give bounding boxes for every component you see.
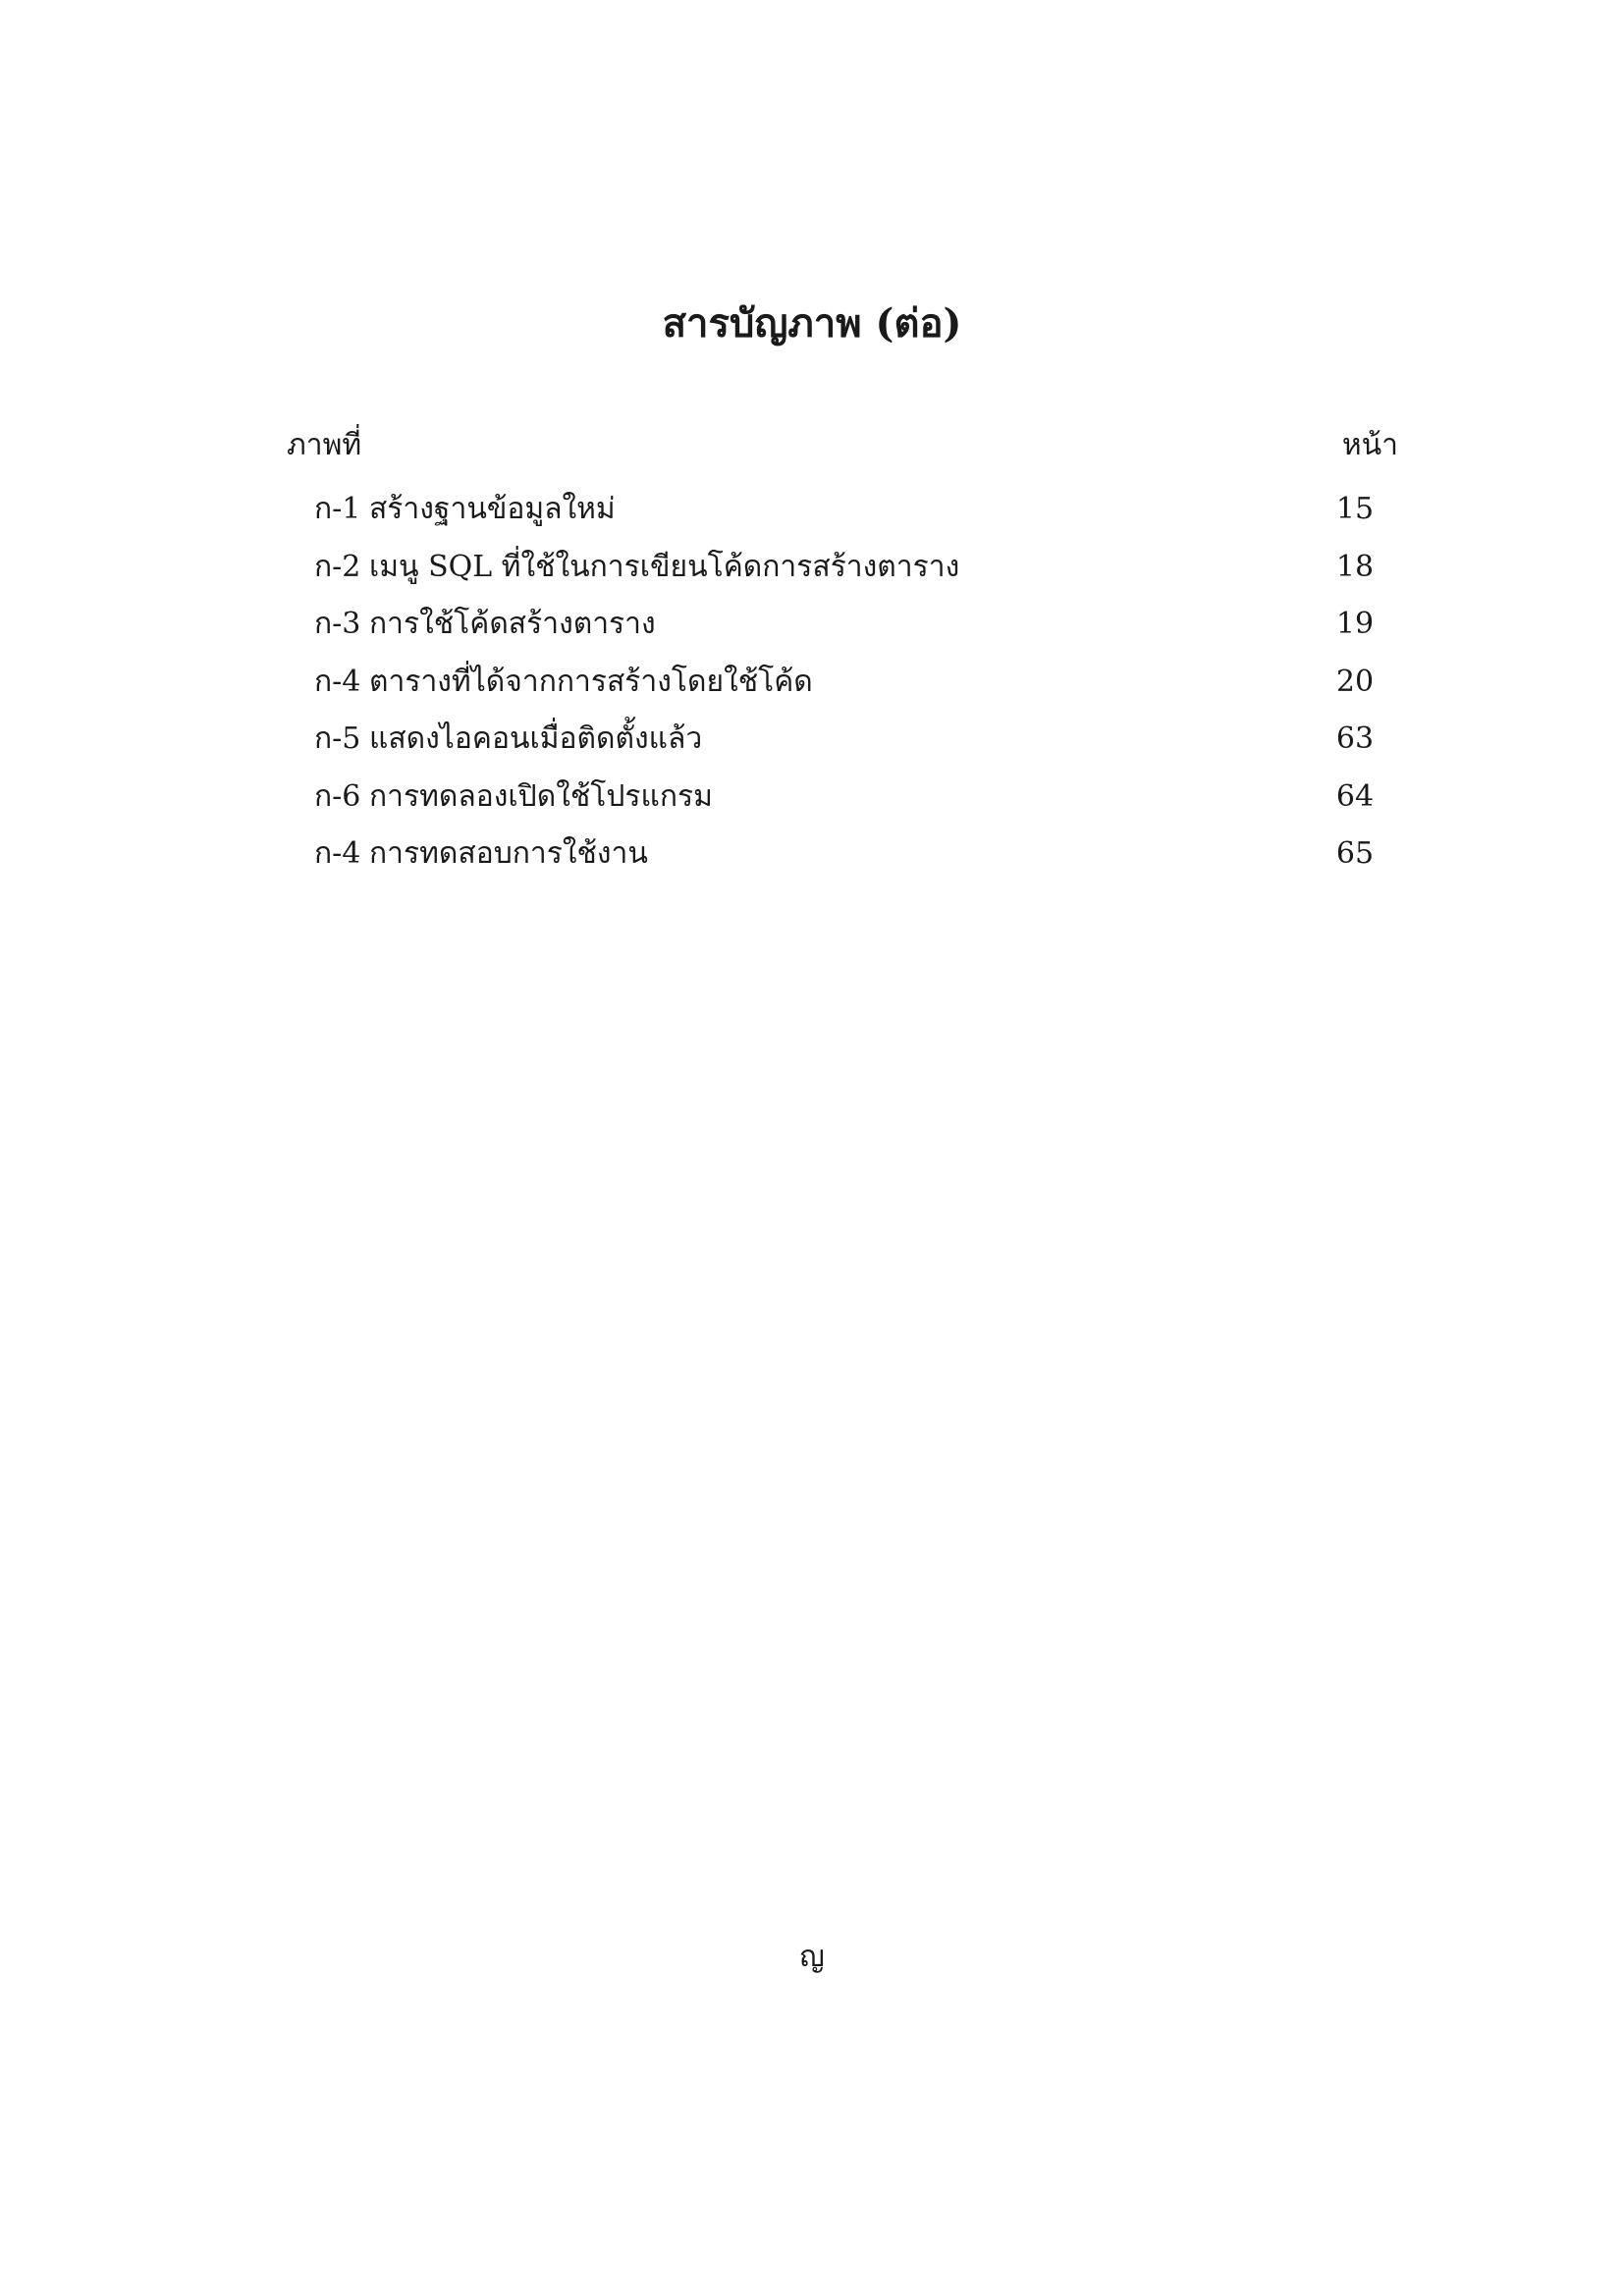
- figure-number: ก-4: [314, 664, 361, 699]
- figure-page-number: 64: [1335, 778, 1375, 814]
- figure-entry: [314, 654, 1384, 712]
- figure-caption: การทดลองเปิดใช้โปรแกรม: [369, 778, 713, 814]
- figure-caption: ตารางที่ได้จากการสร้างโดยใช้โค้ด: [369, 664, 813, 699]
- figure-page-number: 15: [1335, 492, 1375, 526]
- page-column-header: หน้า: [1341, 428, 1398, 462]
- figure-page-number: 18: [1335, 549, 1375, 584]
- figure-number: ก-1: [314, 492, 361, 526]
- figure-entry: [314, 481, 1384, 539]
- figure-caption: การทดสอบการใช้งาน: [369, 836, 648, 871]
- figure-caption: เมนู SQL ที่ใช้ในการเขียนโค้ดการสร้างตาราง: [369, 549, 960, 584]
- figure-page-number: 65: [1335, 836, 1375, 871]
- figure-entry: [314, 769, 1384, 827]
- figure-number: ก-5: [314, 721, 361, 756]
- figure-number: ก-4: [314, 836, 361, 871]
- figure-number: ก-2: [314, 549, 361, 584]
- figure-caption: การใช้โค้ดสร้างตาราง: [369, 607, 656, 641]
- figure-page-number: 63: [1335, 721, 1375, 756]
- figure-entry: [314, 596, 1384, 654]
- page-title: สารบัญภาพ (ต่อ): [662, 300, 962, 347]
- figure-number: ก-3: [314, 607, 361, 641]
- figure-number: ก-6: [314, 778, 361, 814]
- figure-page-number: 20: [1335, 664, 1375, 699]
- figure-entry: [314, 539, 1384, 597]
- figure-entry: [314, 711, 1384, 769]
- figure-list: [314, 481, 1384, 883]
- figure-caption: สร้างฐานข้อมูลใหม่: [369, 492, 616, 526]
- page-folio: ญ: [799, 1940, 825, 1974]
- figure-caption: แสดงไอคอนเมื่อติดตั้งแล้ว: [369, 721, 703, 756]
- figure-entry: [314, 826, 1384, 883]
- figure-page-number: 19: [1335, 607, 1375, 641]
- figure-column-header: ภาพที่: [287, 428, 362, 462]
